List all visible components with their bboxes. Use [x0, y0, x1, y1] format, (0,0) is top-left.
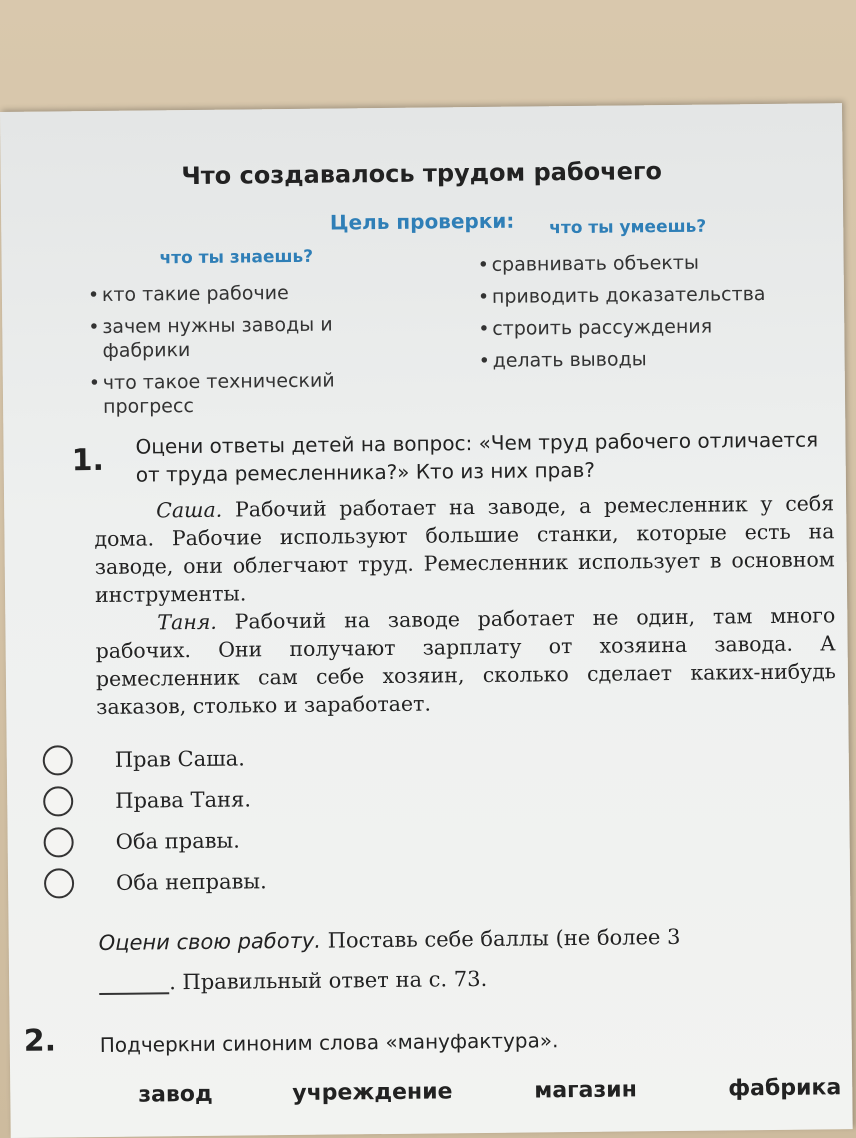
goal-heading: Цель проверки: — [329, 208, 515, 235]
task2-question: Подчеркни синоним слова «мануфактура». — [99, 1028, 559, 1058]
answer-sasha-text: Рабочий работает на заводе, а ремесленник у себя дома. Рабочие используют большие станки, которые есть на заводе, они облегчают труд. Ремесленник использует в основном инструменты. — [94, 491, 835, 608]
task1-number: 1. — [71, 442, 105, 479]
task2-number: 2. — [23, 1023, 57, 1059]
know-item: • что такое технический прогресс — [89, 368, 409, 419]
word-option[interactable]: фабрика — [728, 1075, 842, 1102]
self-assessment — [98, 915, 856, 1003]
option-label: Прав Саша. — [114, 746, 246, 772]
option-label: Оба правы. — [115, 828, 241, 854]
can-item: • сравнивать объекты — [478, 250, 798, 277]
can-item: • приводить доказательства — [478, 282, 798, 309]
radio-circle-icon[interactable] — [44, 868, 74, 898]
know-item: • кто такие рабочие — [88, 280, 408, 307]
option-label: Права Таня. — [115, 787, 252, 813]
option-label: Оба неправы. — [115, 869, 267, 895]
radio-circle-icon[interactable] — [43, 745, 73, 775]
answer-tanya-name: Таня. — [157, 609, 217, 635]
self-assessment-text: Поставь себе баллы (не более 3 — [320, 924, 681, 953]
page-title: Что создавалось трудом рабочего — [181, 157, 663, 191]
word-option[interactable]: магазин — [534, 1077, 637, 1104]
children-answers — [94, 489, 836, 721]
answer-reference: . Правильный ответ на с. 73. — [168, 966, 488, 995]
know-item: • зачем нужны заводы и фабрики — [88, 312, 408, 363]
can-heading: что ты умеешь? — [549, 216, 707, 239]
score-blank[interactable] — [99, 974, 169, 995]
answer-sasha-name: Саша. — [156, 497, 223, 523]
option-4[interactable] — [44, 866, 267, 898]
option-3[interactable] — [43, 826, 240, 858]
workbook-page — [0, 103, 853, 1138]
option-2[interactable] — [43, 784, 251, 816]
answer-sasha — [94, 489, 835, 609]
know-heading: что ты знаешь? — [159, 246, 314, 269]
can-list — [478, 250, 799, 381]
word-option[interactable]: завод — [138, 1081, 213, 1108]
task1-question: Оцени ответы детей на вопрос: «Чем труд рабочего отличается от труда ремесленника?» Кто из них прав? — [135, 427, 819, 487]
option-1[interactable] — [43, 743, 245, 775]
self-assessment-label: Оцени свою работу. — [98, 928, 322, 956]
answer-tanya — [95, 601, 836, 721]
word-option[interactable]: учреждение — [292, 1079, 453, 1106]
answer-tanya-text: Рабочий на заводе работает не один, там много рабочих. Они получают зарплату от хозяина завода. А ремесленник сам себе хозяин, сколько сделает каких-нибудь заказов, столько и заработает. — [95, 603, 837, 720]
radio-circle-icon[interactable] — [43, 786, 73, 816]
know-list — [88, 280, 409, 427]
can-item: • делать выводы — [479, 346, 799, 373]
can-item: • строить рассуждения — [478, 314, 798, 341]
radio-circle-icon[interactable] — [43, 827, 73, 857]
